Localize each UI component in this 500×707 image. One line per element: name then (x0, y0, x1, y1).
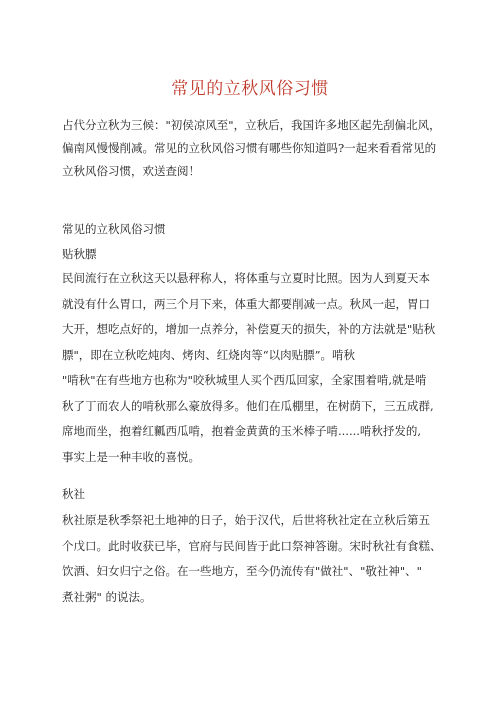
intro-line: 偏南风慢慢削减。常见的立秋风俗习惯有哪些你知道吗?一起来看看常见的 (62, 141, 437, 155)
paragraph-line: "啃秋"在有些地方也称为"咬秋城里人买个西瓜回家，全家围着啃,就是啃 (62, 373, 427, 387)
topic-heading-qiushe: 秋社 (62, 487, 85, 501)
intro-line: 占代分立秋为三候："初侯凉风至"，立秋后，我国许多地区起先刮偏北风， (62, 118, 441, 132)
paragraph-line: 席地而坐，抱着红瓤西瓜啃，抱着金黄黄的玉米棒子啃......啃秋抒发的, (62, 424, 422, 438)
topic-paragraph-tieqiubiao (62, 266, 450, 470)
intro-paragraph (62, 114, 450, 183)
paragraph-line: 秋了丁而农人的啃秋那么豪放得多。他们在瓜棚里，在树荫下，三五成群, (62, 398, 434, 413)
intro-line: 立秋风俗习惯，欢送查阅！ (62, 164, 200, 178)
paragraph-line: 大开，想吃点好的，增加一点养分，补偿夏天的损失，补的方法就是"贴秋 (62, 322, 436, 336)
topic-paragraph-qiushe (62, 508, 450, 610)
topic-heading-tieqiubiao: 贴秋膘 (62, 247, 97, 261)
document-title: 常见的立秋风俗习惯 (171, 79, 329, 99)
paragraph-line: 事实上是一种丰收的喜悦。 (62, 449, 200, 464)
paragraph-line: 就没有什么胃口，两三个月下来，体重大都要削减一点。秋风一起，胃口 (62, 296, 430, 311)
paragraph-line: 膘"，即在立秋吃炖肉、烤肉、红烧肉等“以肉贴膘”。啃秋 (62, 347, 356, 362)
paragraph-line: 个戊口。此时收获已毕，官府与民间皆于此口祭神答谢。宋时秋社有食糕、 (62, 538, 442, 553)
paragraph-line: 饮酒、妇女归宁之俗。在一些地方，至今仍流传有"做社"、"敬社神"、" (62, 564, 422, 578)
paragraph-line: 秋社原是秋季祭祀土地神的日子，始于汉代，后世将秋社定在立秋后第五 (62, 513, 430, 527)
section-heading: 常见的立秋风俗习惯 (62, 222, 166, 236)
paragraph-line: 民间流行在立秋这天以悬秤称人，将体重与立夏时比照。因为人到夏天本 (62, 271, 430, 285)
paragraph-line: 煮社粥" 的说法。 (62, 589, 152, 604)
